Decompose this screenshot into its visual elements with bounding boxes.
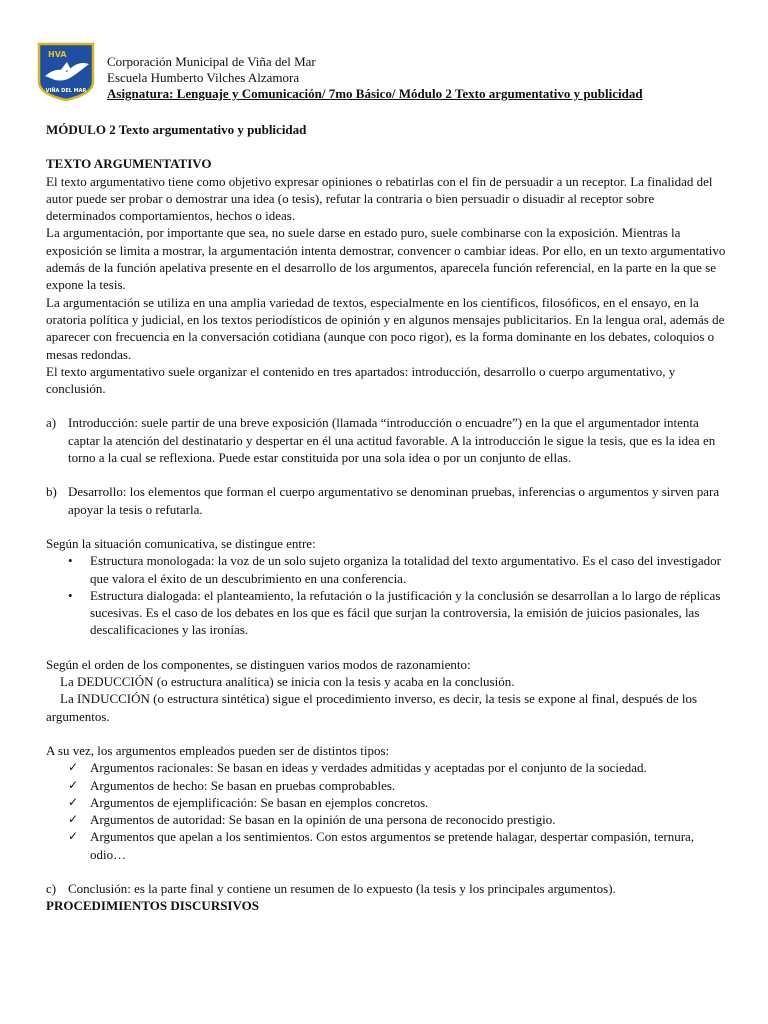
checkmark-icon: ✓: [68, 760, 79, 775]
header-corporation: Corporación Municipal de Viña del Mar: [107, 54, 316, 69]
situacion-list: [46, 552, 726, 638]
list-item-text: Argumentos de hecho: Se basan en pruebas comprobables.: [90, 777, 396, 793]
tipos-intro: A su vez, los argumentos empleados pueden ser de distintos tipos:: [46, 742, 390, 758]
list-item: [46, 587, 726, 639]
list-item-text: Estructura dialogada: el planteamiento, la refutación o la justificación y la conclusión se desarrollan a lo largo de réplicas sucesivas. Es el caso de los debates en los que es fácil que surjan la controversia, la emisión de juicios pasionales, las descalificaciones y las ironías.: [90, 587, 721, 638]
part-b: [46, 483, 726, 518]
list-item-text: Argumentos que apelan a los sentimientos. Con estos argumentos se pretende halagar, despertar compasión, ternura, odio…: [90, 829, 695, 862]
checkmark-icon: ✓: [68, 829, 79, 844]
school-logo: [37, 42, 95, 102]
logo-text-bottom: VIÑA DEL MAR: [45, 88, 87, 94]
header-school: Escuela Humberto Vilches Alzamora: [107, 70, 300, 85]
list-item: [46, 552, 726, 587]
list-item-text: Argumentos de autoridad: Se basan en la opinión de una persona de reconocido prestigio.: [90, 812, 556, 828]
part-a-marker: a): [46, 415, 57, 431]
list-item: [46, 828, 726, 863]
part-c: [46, 880, 726, 897]
part-b-marker: b): [46, 484, 57, 500]
intro-paragraph: El texto argumentativo tiene como objetivo expresar opiniones o rebatirlas con el fin de persuadir a un receptor. La finalidad del autor puede ser probar o demostrar una idea (o tesis), refutar la contraria o bien persuadir o disuadir al receptor sobre determinados comportamientos, hechos o ideas.: [46, 173, 713, 224]
list-item-text: Argumentos de ejemplificación: Se basan en ejemplos concretos.: [90, 794, 429, 810]
checkmark-icon: ✓: [68, 794, 79, 809]
logo-text-top: HVA: [48, 50, 67, 59]
orden-intro: Según el orden de los componentes, se distinguen varios modos de razonamiento:: [46, 656, 471, 672]
part-a-text: Introducción: suele partir de una breve exposición (llamada “introducción o encuadre”) en la que el argumentador intenta captar la atención del destinatario y despertar en él una actitud favorable. A la introducción le sigue la tesis, que es la idea en torno a la cual se reflexiona. Puede estar constituida por una sola idea o por un conjunto de ellas.: [68, 415, 716, 466]
intro-paragraph: La argumentación, por importante que sea, no suele darse en estado puro, suele combinarse con la exposición. Mientras la exposición se limita a mostrar, la argumentación intenta demostrar, convencer o cambiar ideas. Por ello, en un texto argumentativo además de la función apelativa presente en el desarrollo de los argumentos, aparecela función referencial, en la parte en la que se expone la tesis.: [46, 225, 726, 293]
deduccion-text: La DEDUCCIÓN (o estructura analítica) se inicia con la tesis y acaba en la conclusión.: [60, 674, 515, 690]
intro-paragraph: La argumentación se utiliza en una amplia variedad de textos, especialmente en los científicos, filosóficos, en el ensayo, en la oratoria política y judicial, en los textos periodísticos de opinión y en algunos mensajes publicitarios. En la lengua oral, además de aparecer con frecuencia en la conversación cotidiana (aunque con poco rigor), es la forma dominante en los debates, coloquios o mesas redondas.: [46, 294, 725, 362]
list-item: [46, 794, 726, 811]
document-header: [107, 54, 643, 102]
part-c-text: Conclusión: es la parte final y contiene un resumen de lo expuesto (la tesis y los principales argumentos).: [68, 880, 616, 896]
bullet-icon: •: [68, 553, 73, 569]
header-subject: Asignatura: Lenguaje y Comunicación/ 7mo Básico/ Módulo 2 Texto argumentativo y publicidad: [107, 86, 643, 101]
part-c-marker: c): [46, 880, 57, 896]
checkmark-icon: ✓: [68, 777, 79, 792]
part-b-text: Desarrollo: los elementos que forman el cuerpo argumentativo se denominan pruebas, inferencias o argumentos y sirven para apoyar la tesis o refutarla.: [68, 484, 720, 517]
induccion-text: La INDUCCIÓN (o estructura sintética) sigue el procedimiento inverso, es decir, la tesis se expone al final, después de los argumentos.: [46, 691, 698, 724]
list-item: [46, 759, 726, 776]
document-body: [46, 121, 726, 915]
checkmark-icon: ✓: [68, 812, 79, 827]
module-title: MÓDULO 2 Texto argumentativo y publicidad: [46, 122, 307, 137]
bullet-icon: •: [68, 587, 73, 603]
list-item-text: Estructura monologada: la voz de un solo sujeto organiza la totalidad del texto argumentativo. Es el caso del investigador que valora el éxito de un descubrimiento en una conferencia.: [90, 553, 721, 586]
section-title: TEXTO ARGUMENTATIVO: [46, 156, 212, 172]
procedimientos-title: PROCEDIMIENTOS DISCURSIVOS: [46, 898, 259, 914]
list-item: [46, 777, 726, 794]
tipos-list: [46, 759, 726, 863]
part-a: [46, 414, 726, 466]
list-item-text: Argumentos racionales: Se basan en ideas y verdades admitidas y aceptadas por el conjunto de la sociedad.: [90, 760, 647, 776]
situacion-intro: Según la situación comunicativa, se distingue entre:: [46, 535, 316, 551]
intro-paragraph: El texto argumentativo suele organizar el contenido en tres apartados: introducción, desarrollo o cuerpo argumentativo, y conclusión.: [46, 363, 676, 397]
list-item: [46, 811, 726, 828]
